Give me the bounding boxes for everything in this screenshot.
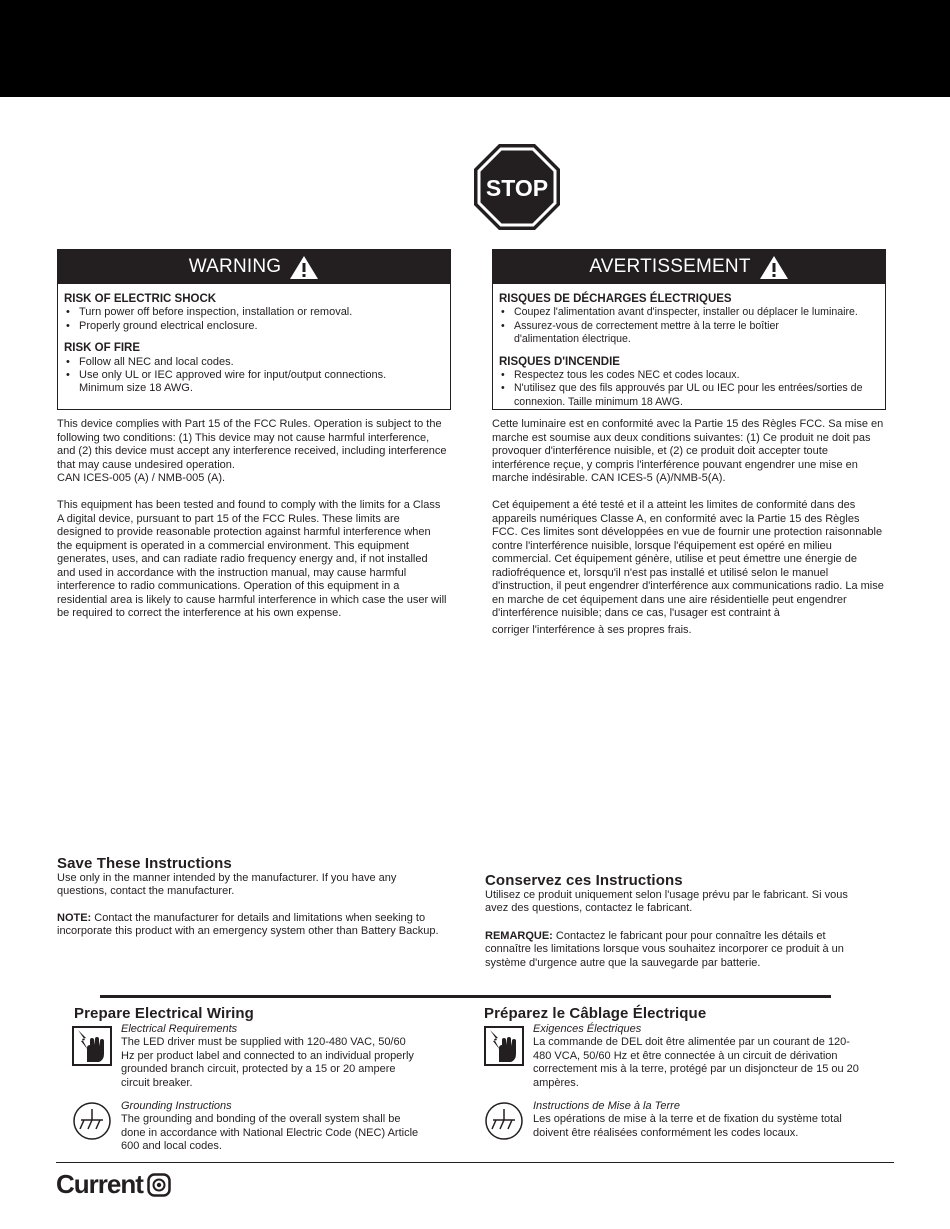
grounding-text: The grounding and bonding of the overall system shall be done in accordance with National Electric Code (NEC) Article 600 and local codes.	[121, 1113, 419, 1153]
note-text: Contactez le fabricant pour pour connaître les détails et connaître les limitations lorsque vous souhaitez incorporer ce produit à un système d'urgence autre que la sauvegarde par batterie.	[485, 930, 844, 969]
note-text: Contact the manufacturer for details and limitations when seeking to incorporate this product with an emergency system other than Battery Backup.	[57, 912, 439, 938]
brand-logo	[56, 1169, 171, 1200]
fcc-text: This device complies with Part 15 of the FCC Rules. Operation is subject to the following two conditions: (1) This device may not cause harmful interference, and (2) this device must accept any interference received, including interference that may cause undesired operation.	[57, 418, 447, 471]
wiring-title-en: Prepare Electrical Wiring	[74, 1005, 254, 1022]
fcc-paragraph-fr-2	[492, 499, 884, 637]
list-item: • N'utilisez que des fils approuvés par UL ou IEC pour les entrées/sorties de connexion. Taille minimum 18 AWG.	[499, 382, 879, 409]
fire-risk-title: RISK OF FIRE	[64, 342, 141, 355]
grounding-text: Les opérations de mise à la terre et de fixation du système total doivent être réalisées conformément les codes locaux.	[533, 1113, 842, 1139]
save-instructions-title-fr: Conservez ces Instructions	[485, 872, 683, 889]
shock-risk-title: RISK OF ELECTRIC SHOCK	[64, 293, 217, 305]
warning-header	[493, 250, 885, 284]
fcc-paragraph-fr-1: Cette luminaire est en conformité avec la Partie 15 des Règles FCC. Sa mise en marche est soumise aux deux conditions suivantes: (1) Ce produit ne doit pas provoquer d'interférence nuisible, et (2) ce produit doit accepter toute interférence reçue, y compris l'interférence pouvant engendrer une mise en marche indésirable. CAN ICES-5 (A)/NMB-5(A).	[492, 418, 884, 484]
ground-icon	[72, 1101, 112, 1141]
warning-triangle-icon	[289, 255, 319, 280]
grounding-title: Instructions de Mise à la Terre	[533, 1100, 680, 1112]
brand-name: Current	[56, 1169, 143, 1199]
stop-sign-icon	[472, 142, 562, 232]
note-fr	[485, 930, 870, 970]
can-ices-text: CAN ICES-005 (A) / NMB-005 (A).	[57, 472, 226, 484]
header-bar	[0, 0, 950, 97]
warning-title: WARNING	[188, 256, 282, 277]
section-divider	[100, 995, 831, 998]
electric-hazard-icon	[72, 1026, 112, 1066]
fcc-paragraph-en-1	[57, 418, 447, 486]
requirements-block-fr	[533, 1023, 863, 1090]
requirements-text: The LED driver must be supplied with 120-480 VAC, 50/60 Hz per product label and connected to an individual properly grounded branch circuit, protected by a 15 or 20 ampere circuit breaker.	[121, 1036, 414, 1089]
footer-divider	[56, 1162, 894, 1163]
requirements-title: Electrical Requirements	[121, 1023, 238, 1035]
stop-label: STOP	[485, 175, 549, 201]
fcc-paragraph-en-2: This equipment has been tested and found to comply with the limits for a Class A digital device, pursuant to part 15 of the FCC Rules. These limits are designed to provide reasonable protection against harmful interference when the equipment is operated in a commercial environment. This equipment generates, uses, and can radiate radio frequency energy and, if not installed and used in accordance with the instruction manual, may cause harmful interference to radio communications. Operation of this equipment in a residential area is likely to cause harmful interference in which case the user will be required to correct the interference at his own expense.	[57, 499, 447, 619]
fire-risk-list	[64, 356, 444, 396]
list-item: • Respectez tous les codes NEC et codes locaux.	[499, 369, 879, 382]
note-en	[57, 912, 447, 939]
save-instructions-text-en: Use only in the manner intended by the manufacturer. If you have any questions, contact the manufacturer.	[57, 872, 397, 898]
list-item: • Turn power off before inspection, installation or removal.	[64, 306, 444, 319]
warning-title: AVERTISSEMENT	[589, 256, 751, 277]
grounding-block-en	[121, 1100, 421, 1154]
ground-icon	[484, 1101, 524, 1141]
warning-box-fr	[492, 249, 886, 410]
shock-risk-list	[64, 306, 444, 333]
save-instructions-text-fr: Utilisez ce produit uniquement selon l'usage prévu par le fabricant. Si vous avez des questions, contactez le fabricant.	[485, 889, 848, 915]
shock-risk-title: RISQUES DE DÉCHARGES ÉLECTRIQUES	[499, 293, 732, 305]
note-label: REMARQUE:	[485, 930, 553, 942]
list-item: • Follow all NEC and local codes.	[64, 356, 444, 369]
list-item: • Use only UL or IEC approved wire for input/output connections. Minimum size 18 AWG.	[64, 369, 444, 396]
list-item: • Properly ground electrical enclosure.	[64, 320, 444, 333]
shock-risk-list	[499, 306, 879, 346]
grounding-title: Grounding Instructions	[121, 1100, 232, 1112]
warning-triangle-icon	[759, 255, 789, 280]
fire-risk-list	[499, 369, 879, 409]
list-item: • Assurez-vous de correctement mettre à la terre le boîtier d'alimentation électrique.	[499, 320, 879, 347]
requirements-title: Exigences Électriques	[533, 1023, 642, 1035]
fire-risk-title: RISQUES D'INCENDIE	[499, 355, 620, 368]
warning-header	[58, 250, 450, 284]
note-label: NOTE:	[57, 912, 92, 924]
brand-mark-icon	[147, 1173, 171, 1197]
list-item: • Coupez l'alimentation avant d'inspecter, installer ou déplacer le luminaire.	[499, 306, 879, 319]
save-instructions-title-en: Save These Instructions	[57, 855, 232, 872]
grounding-block-fr	[533, 1100, 863, 1140]
warning-box-en	[57, 249, 451, 410]
requirements-text: La commande de DEL doit être alimentée par un courant de 120-480 VCA, 50/60 Hz et être connectée à un circuit de dérivation correctement mis à la terre, protégé par un disjoncteur de 15 ou 20 ampères.	[533, 1036, 859, 1089]
fcc-text: Cet équipement a été testé et il a atteint les limites de conformité dans des appareils numériques Classe A, en conformité avec la Partie 15 des Règles FCC. Ces limites sont développées en vue de fournir une protection raisonnable contre l'interférence nuisible, lorsque l'équipement est opéré en milieu commercial. Cet équipement génère, utilise et peut émettre une énergie de radiofréquence et, lorsqu'il n'est pas installé et utilisé selon le manuel d'instruction, il peut engendrer d'interférence aux communications radio. La mise en marche de cet équipement dans une aire résidentielle peut engendrer d'interférence nuisible; dans ce cas, l'usager est contraint à	[492, 499, 884, 619]
electric-hazard-icon	[484, 1026, 524, 1066]
requirements-block-en	[121, 1023, 421, 1090]
fcc-text-end: corriger l'interférence à ses propres frais.	[492, 623, 692, 636]
wiring-title-fr: Préparez le Câblage Électrique	[484, 1005, 707, 1022]
